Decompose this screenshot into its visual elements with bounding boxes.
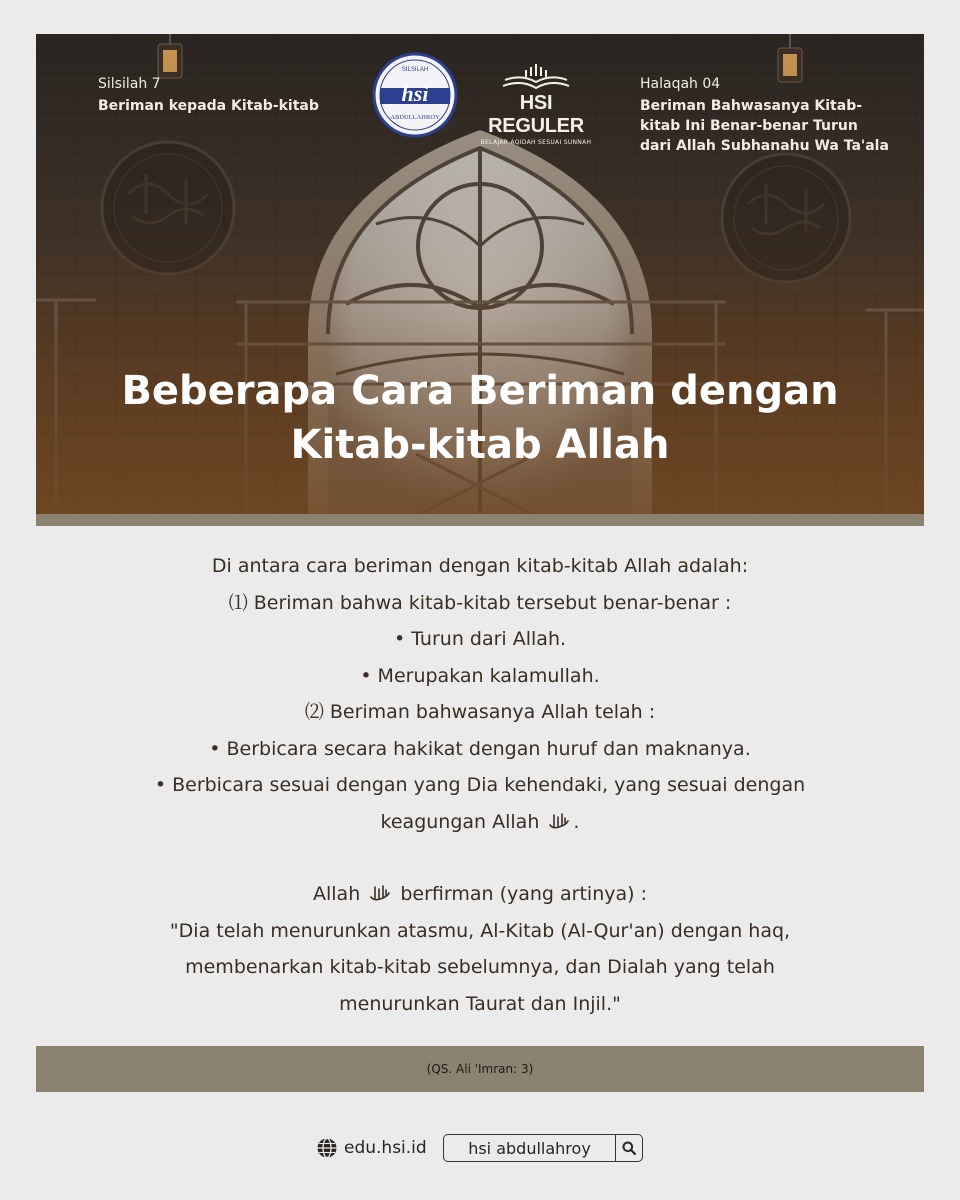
point-1-item: • Turun dari Allah. xyxy=(393,628,567,650)
website-text: edu.hsi.id xyxy=(344,1138,427,1158)
footer xyxy=(0,1132,960,1164)
series-label: Silsilah 7 xyxy=(98,76,161,92)
verse-intro-start: Allah xyxy=(313,883,361,905)
point-2-item: • Berbicara sesuai dengan yang Dia kehendaki, yang sesuai dengan xyxy=(154,774,806,796)
hsi-reguler-logo xyxy=(476,62,596,146)
halaqah-info xyxy=(640,76,910,156)
verse-line: "Dia telah menurunkan atasmu, Al-Kitab (Al-Qur'an) dengan haq, xyxy=(169,919,791,942)
intro-text: Di antara cara beriman dengan kitab-kitab Allah adalah: xyxy=(211,555,749,577)
verse-reference: (QS. Ali 'Imran: 3) xyxy=(36,1046,924,1092)
search-icon xyxy=(622,1141,636,1155)
main-title xyxy=(36,364,924,472)
point-2-item-continued xyxy=(36,804,924,841)
logo-hsi-bottom: ABDULLAHROY xyxy=(390,114,440,121)
halaqah-title-line: dari Allah Subhanahu Wa Ta'ala xyxy=(640,138,889,154)
point-2-heading: ⑵ Beriman bahwasanya Allah telah : xyxy=(304,701,656,723)
main-title-line: Kitab-kitab Allah xyxy=(290,422,670,468)
verse-intro xyxy=(36,876,924,913)
jalla-jalaluhu-icon xyxy=(368,883,392,903)
halaqah-label: Halaqah 04 xyxy=(640,76,721,92)
series-info xyxy=(98,76,319,114)
hero-bottom-band xyxy=(36,514,924,526)
point-1-heading: ⑴ Beriman bahwa kitab-kitab tersebut benar-benar : xyxy=(228,591,732,614)
article-body xyxy=(36,548,924,1022)
logo-hsi-main: hsi xyxy=(401,81,429,106)
hsi-abdullahroy-logo xyxy=(372,52,458,138)
website-link[interactable] xyxy=(316,1135,427,1161)
search-query[interactable]: hsi abdullahroy xyxy=(468,1138,591,1158)
reguler-tagline: BELAJAR AQIDAH SESUAI SUNNAH xyxy=(480,139,592,146)
open-book-icon xyxy=(501,62,571,92)
series-title: Beriman kepada Kitab-kitab xyxy=(98,98,319,114)
verse-intro-end: berfirman (yang artinya) : xyxy=(400,883,647,905)
globe-icon xyxy=(316,1137,338,1159)
jalla-jalaluhu-icon xyxy=(547,811,571,831)
search-box[interactable] xyxy=(443,1134,643,1162)
point-2-item-text: keagungan Allah xyxy=(380,810,540,833)
point-1-item: • Merupakan kalamullah. xyxy=(360,664,600,687)
halaqah-title-line: Beriman Bahwasanya Kitab- xyxy=(640,98,863,114)
point-2-item-end: . xyxy=(573,810,580,833)
verse-line: membenarkan kitab-kitab sebelumnya, dan Dialah yang telah xyxy=(185,956,775,978)
search-button[interactable] xyxy=(615,1135,642,1161)
verse-line: menurunkan Taurat dan Injil." xyxy=(339,992,621,1015)
point-2-item: • Berbicara secara hakikat dengan huruf dan maknanya. xyxy=(209,737,751,760)
halaqah-title-line: kitab Ini Benar-benar Turun xyxy=(640,118,858,134)
main-title-line: Beberapa Cara Beriman dengan xyxy=(121,368,839,414)
logo-hsi-top: SILSILAH xyxy=(401,67,429,73)
reguler-brand: HSI REGULER xyxy=(488,92,584,137)
halaqah-title xyxy=(640,96,910,156)
